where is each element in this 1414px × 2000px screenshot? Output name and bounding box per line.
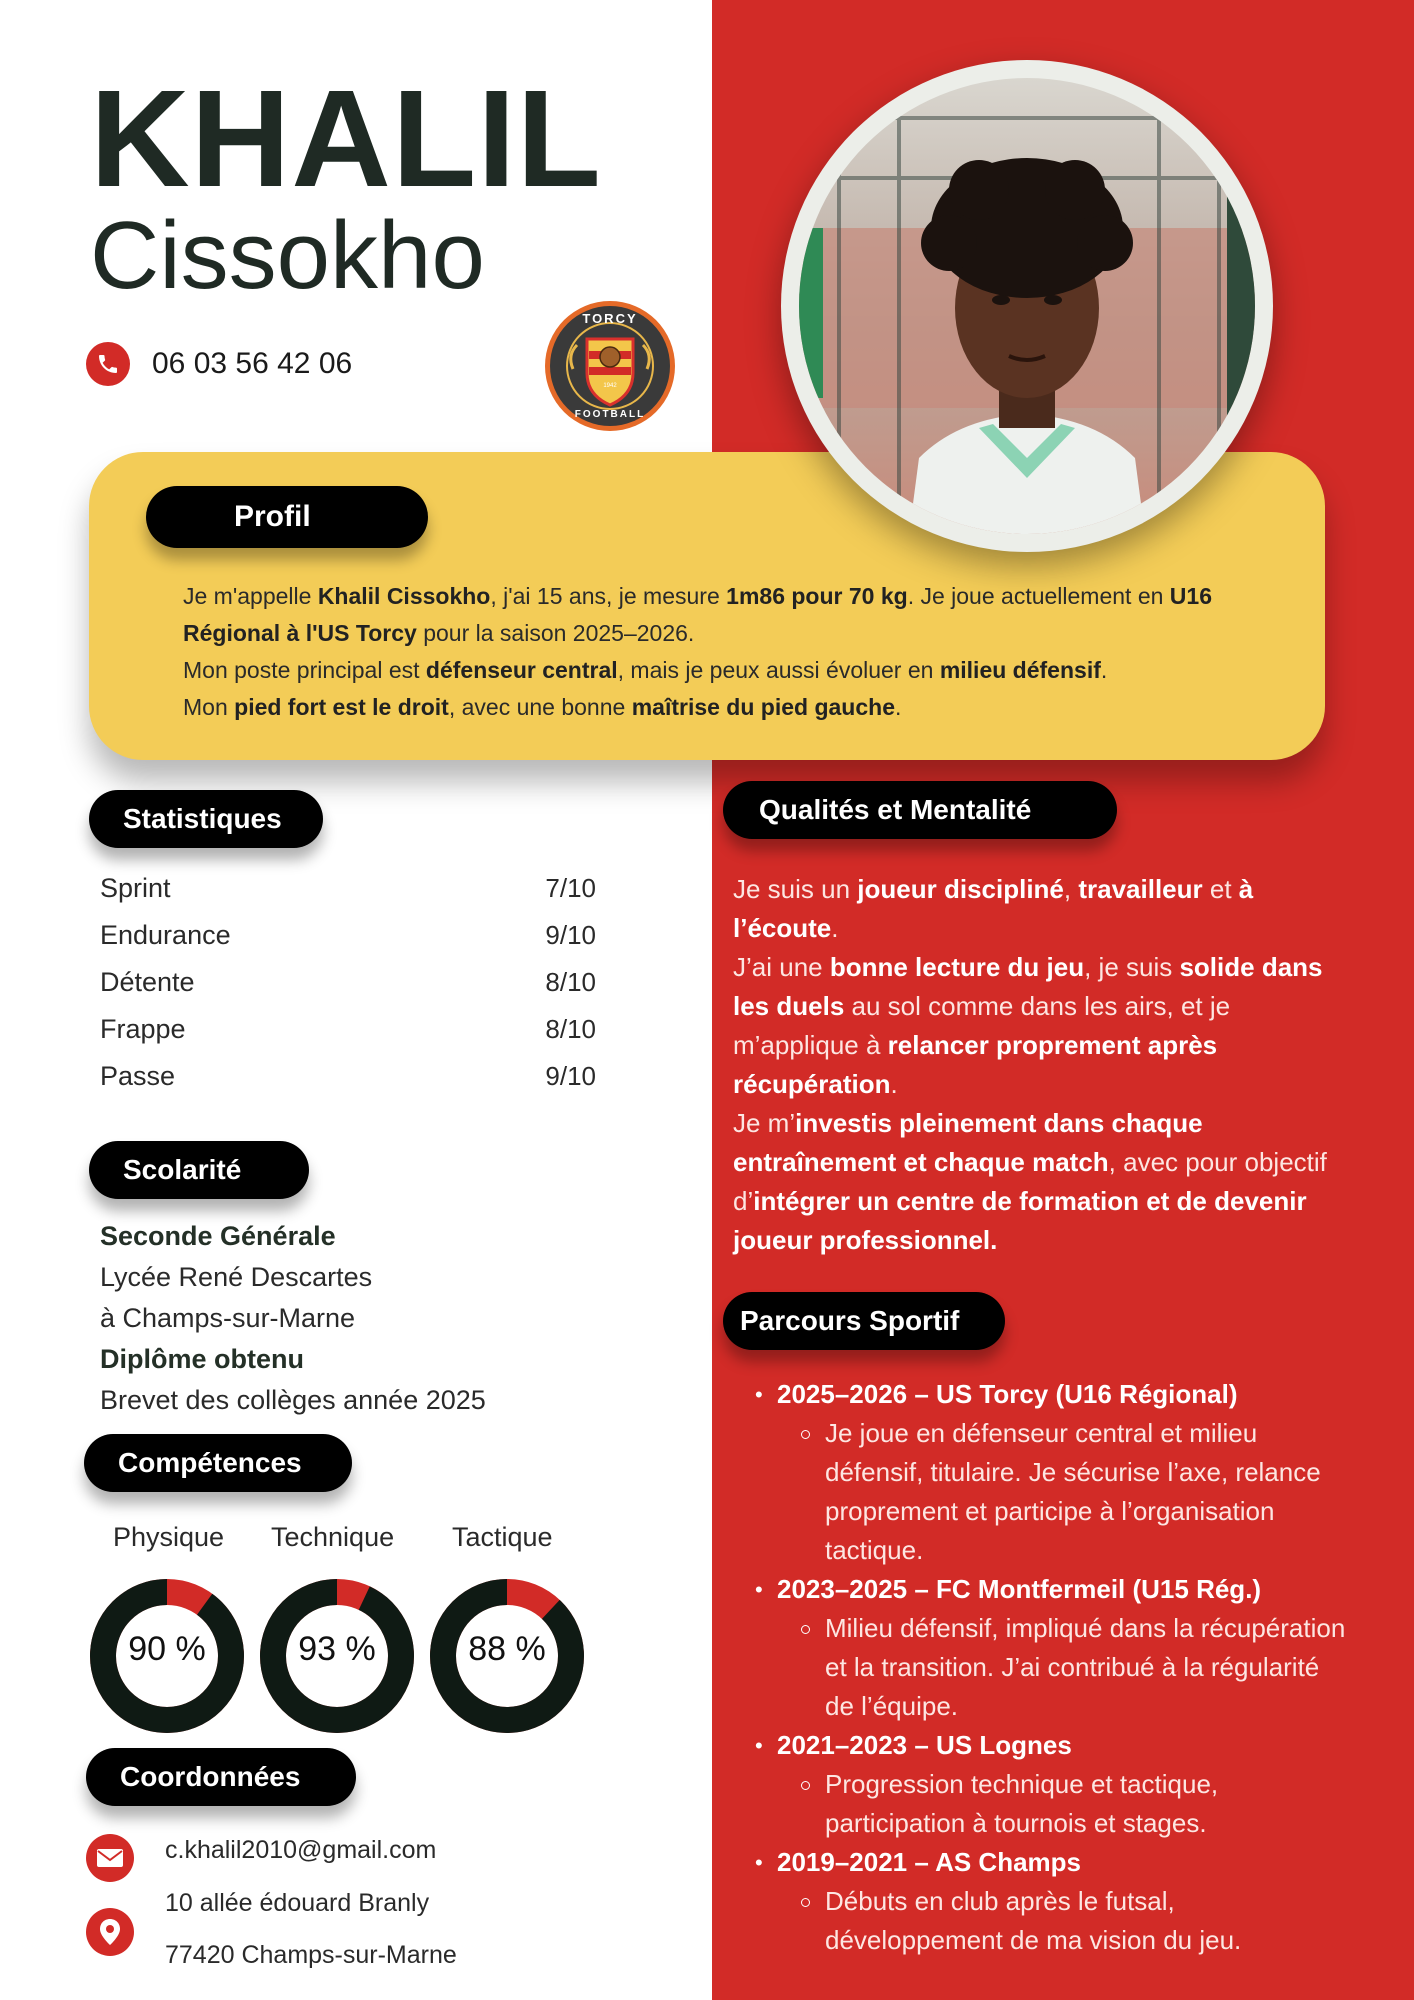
career-club: • 2025–2026 – US Torcy (U16 Régional) — [777, 1379, 1238, 1409]
career-description: Milieu défensif, impliqué dans la récupération et la transition. J’ai contribué à la régularité de l’équipe. — [777, 1609, 1353, 1726]
logo-bottom-text: FOOTBALL — [574, 409, 646, 420]
phone-icon — [86, 342, 130, 386]
stat-row: Endurance 9/10 — [100, 920, 596, 950]
career-description: Débuts en club après le futsal, développement de ma vision du jeu. — [777, 1882, 1353, 1960]
profile-photo — [799, 78, 1255, 534]
diploma-label: Diplôme obtenu — [100, 1344, 304, 1374]
career-club: • 2023–2025 – FC Montfermeil (U15 Rég.) — [777, 1574, 1262, 1604]
logo-top-text: TORCY — [582, 311, 638, 326]
address-line-1: 10 allée édouard Branly — [165, 1889, 430, 1917]
diploma: Brevet des collèges année 2025 — [100, 1385, 486, 1415]
statistics-section-title: Statistiques — [89, 790, 323, 848]
first-name: KHALIL — [90, 62, 602, 216]
club-logo — [543, 299, 677, 433]
qualities-text: Je suis un joueur discipliné, travailleur et à l’écoute. J’ai une bonne lecture du jeu, je suis solide dans les duels au sol comme dans les airs, et je m’applique à relancer proprement après récupération. Je m’investis pleinement dans chaque entraînement et chaque match, avec pour objectif d’intégrer un centre de formation et de devenir joueur professionnel. — [733, 874, 1327, 1255]
stat-row: Sprint 7/10 — [100, 873, 596, 903]
profile-photo-frame — [781, 60, 1273, 552]
contact-section-title: Coordonnées — [86, 1748, 356, 1806]
stat-row: Passe 9/10 — [100, 1061, 596, 1091]
career-item — [733, 1375, 1353, 1570]
career-section-title: Parcours Sportif — [723, 1292, 1005, 1350]
email-address: c.khalil2010@gmail.com — [165, 1836, 437, 1864]
career-club: • 2019–2021 – AS Champs — [777, 1847, 1082, 1877]
skill-percent: 88 % — [468, 1630, 546, 1668]
career-description: Progression technique et tactique, participation à tournois et stages. — [777, 1765, 1353, 1843]
school-name: Lycée René Descartes — [100, 1262, 373, 1292]
career-item — [733, 1726, 1353, 1843]
address-line-2: 77420 Champs-sur-Marne — [165, 1941, 457, 1969]
qualities-section-title: Qualités et Mentalité — [723, 781, 1117, 839]
phone-number: 06 03 56 42 06 — [152, 347, 353, 380]
address-row — [86, 1908, 134, 1956]
skill-percent: 90 % — [128, 1630, 206, 1668]
skill-label: Physique — [113, 1522, 225, 1552]
last-name: Cissokho — [90, 202, 485, 309]
stat-row: Frappe 8/10 — [100, 1014, 596, 1044]
career-club: • 2021–2023 – US Lognes — [777, 1730, 1072, 1760]
stat-row: Détente 8/10 — [100, 967, 596, 997]
school-class: Seconde Générale — [100, 1221, 336, 1251]
logo-year: 1942 — [603, 383, 617, 389]
career-item — [733, 1570, 1353, 1726]
email-row — [86, 1834, 134, 1882]
location-pin-icon — [86, 1908, 134, 1956]
phone-row — [86, 342, 352, 386]
skill-percent: 93 % — [298, 1630, 376, 1668]
statistics-list — [100, 873, 596, 1108]
school-section-title: Scolarité — [89, 1141, 309, 1199]
mail-icon — [86, 1834, 134, 1882]
career-list — [733, 1375, 1353, 1960]
profile-section-title: Profil — [146, 486, 428, 548]
school-city: à Champs-sur-Marne — [100, 1303, 356, 1333]
skills-section-title: Compétences — [84, 1434, 352, 1492]
career-description: Je joue en défenseur central et milieu défensif, titulaire. Je sécurise l’axe, relance proprement et participe à l’organisation tactique. — [777, 1414, 1353, 1570]
skill-label: Technique — [271, 1522, 395, 1552]
school-info — [100, 1216, 486, 1421]
career-item — [733, 1843, 1353, 1960]
profile-text: Je m'appelle Khalil Cissokho, j'ai 15 ans, je mesure 1m86 pour 70 kg. Je joue actuellement en U16 Régional à l'US Torcy pour la saison 2025–2026. Mon poste principal est défenseur central, mais je peux aussi évoluer en milieu défensif. Mon pied fort est le droit, avec une bonne maîtrise du pied gauche. — [183, 583, 1212, 720]
skill-label: Tactique — [452, 1522, 553, 1552]
